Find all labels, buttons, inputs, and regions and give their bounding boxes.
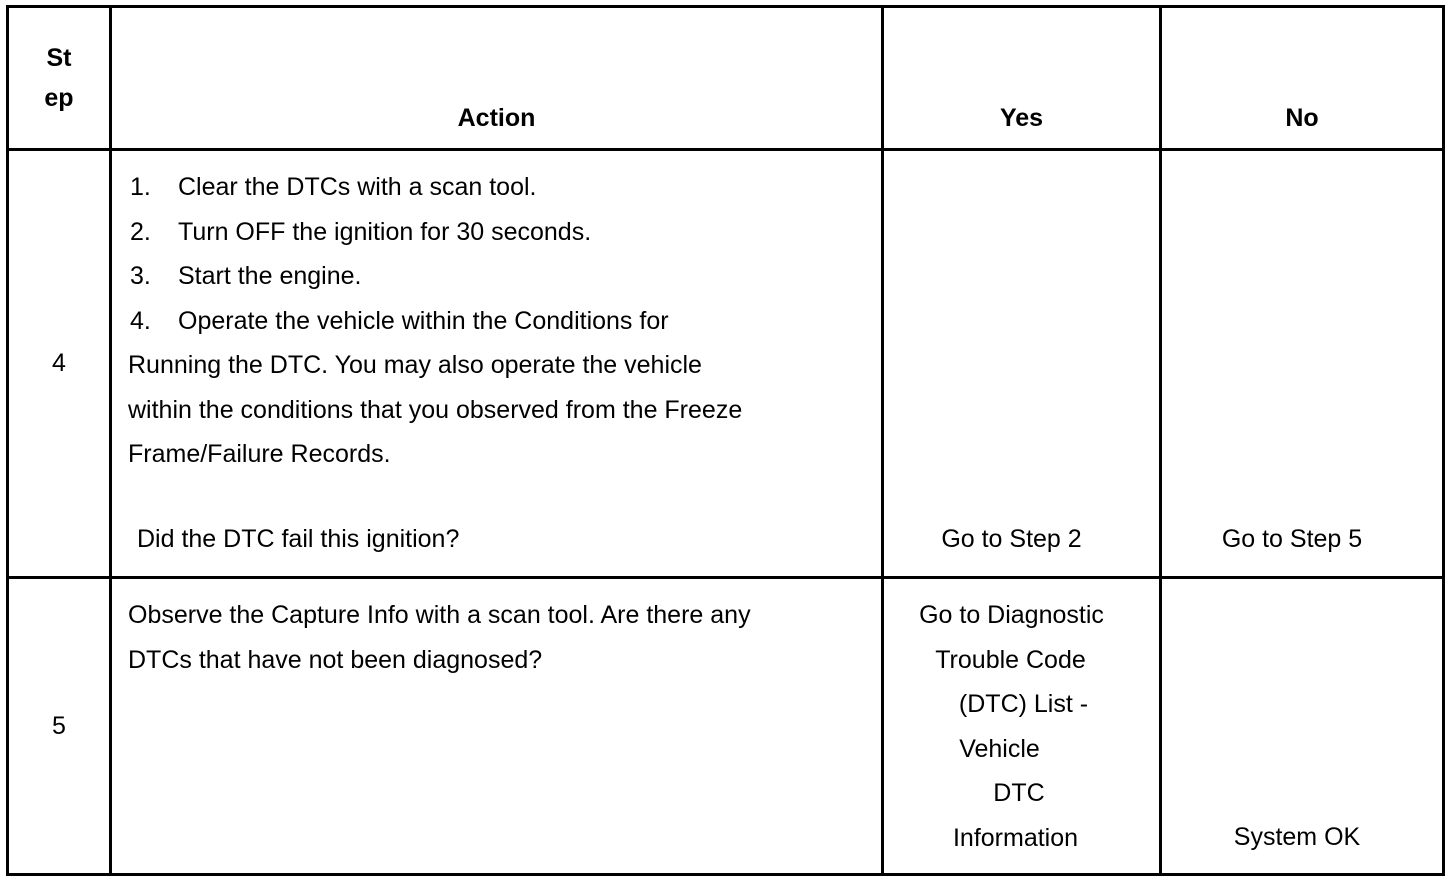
header-step-line1: St bbox=[46, 44, 72, 72]
action-question: Did the DTC fail this ignition? bbox=[137, 524, 460, 553]
list-item-text: Start the engine. bbox=[178, 262, 362, 290]
header-step bbox=[8, 7, 111, 150]
list-item-text: Clear the DTCs with a scan tool. bbox=[178, 173, 537, 201]
step-number-cell: 4 bbox=[8, 150, 111, 578]
yes-result-line: Vehicle bbox=[959, 734, 1040, 763]
yes-result-cell: Go to Step 2 bbox=[883, 150, 1161, 578]
action-cell bbox=[111, 150, 883, 578]
no-result-cell: System OK bbox=[1161, 578, 1444, 875]
list-item-number: 3. bbox=[130, 262, 151, 290]
header-no: No bbox=[1161, 7, 1444, 150]
action-line: Observe the Capture Info with a scan tool. Are there any bbox=[128, 601, 751, 629]
list-item-number: 4. bbox=[130, 306, 151, 335]
action-continuation-line: Frame/Failure Records. bbox=[128, 440, 391, 468]
no-result-cell: Go to Step 5 bbox=[1161, 150, 1444, 578]
action-continuation-line: Running the DTC. You may also operate the vehicle bbox=[128, 351, 702, 379]
action-line: DTCs that have not been diagnosed? bbox=[128, 645, 543, 674]
list-item-number: 1. bbox=[130, 173, 151, 201]
action-cell bbox=[111, 578, 883, 875]
table-row-step-5 bbox=[8, 578, 1444, 875]
yes-result-cell bbox=[883, 578, 1161, 875]
action-list-item bbox=[128, 254, 881, 299]
header-step-line2: ep bbox=[44, 84, 74, 112]
action-list-item bbox=[128, 165, 881, 210]
yes-result-line: DTC bbox=[993, 779, 1045, 807]
header-action: Action bbox=[111, 7, 883, 150]
yes-result-line: (DTC) List - bbox=[958, 690, 1089, 718]
list-item-text: Turn OFF the ignition for 30 seconds. bbox=[178, 217, 592, 246]
action-list-item bbox=[128, 299, 881, 344]
action-continuation-line: within the conditions that you observed from the Freeze bbox=[128, 395, 743, 424]
action-list-item bbox=[128, 210, 881, 255]
header-yes: Yes bbox=[883, 7, 1161, 150]
table-row-step-4 bbox=[8, 150, 1444, 578]
step-number-cell: 5 bbox=[8, 578, 111, 875]
yes-result-line: Information bbox=[952, 823, 1079, 852]
diagnostic-table bbox=[6, 5, 1445, 876]
list-item-number: 2. bbox=[130, 217, 151, 246]
list-item-text: Operate the vehicle within the Conditions for bbox=[178, 306, 669, 335]
yes-result-line: Go to Diagnostic bbox=[919, 601, 1104, 629]
table-header-row bbox=[8, 7, 1444, 150]
yes-result-line: Trouble Code bbox=[935, 645, 1086, 674]
